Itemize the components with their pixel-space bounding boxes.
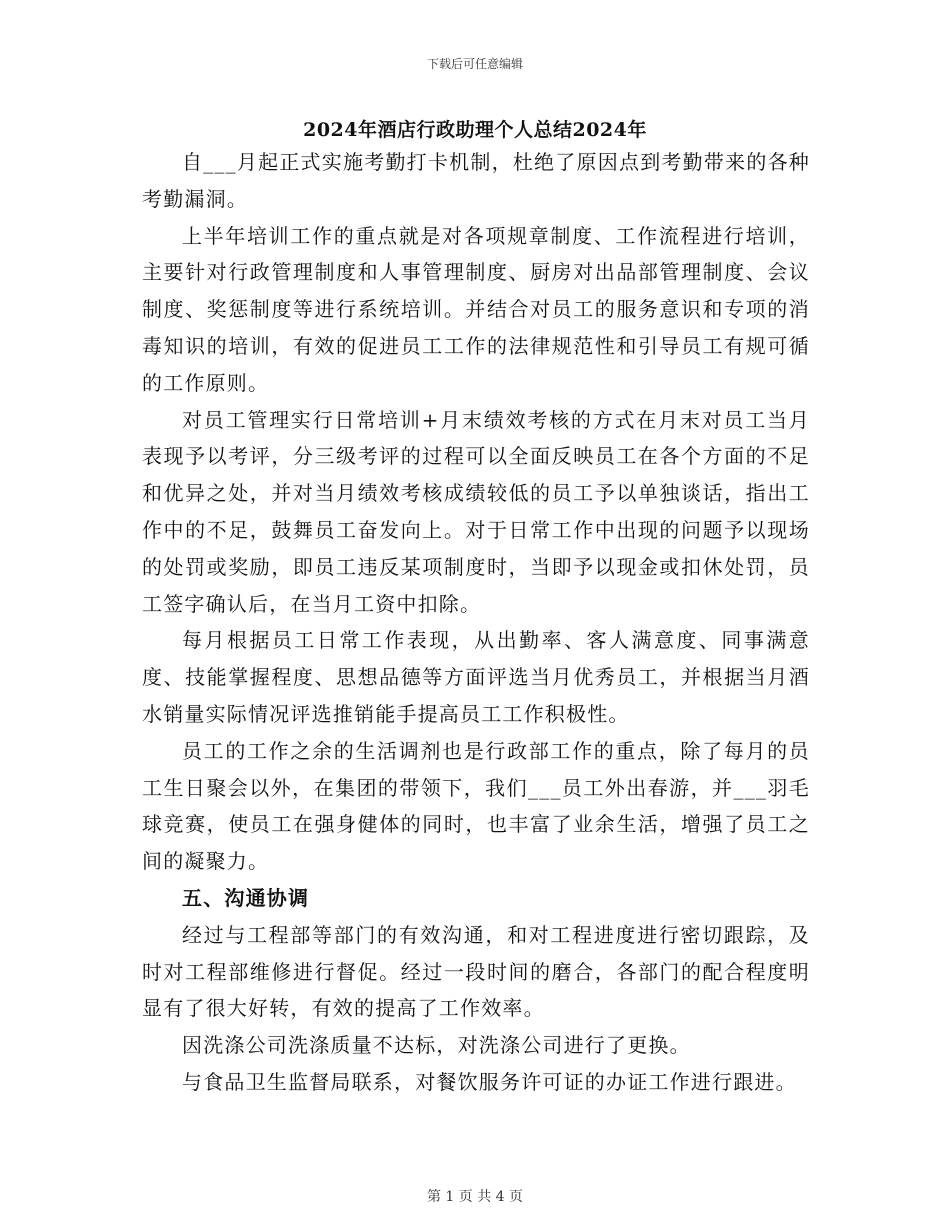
paragraph: 与食品卫生监督局联系，对餐饮服务许可证的办证工作进行跟进。 — [182, 1069, 797, 1094]
paragraph: 每月根据员工日常工作表现，从出勤率、客人满意度、同事满意度、技能掌握程度、思想品德等方面评选当月优秀员工，并根据当月酒水销量实际情况评选推销能手提高员工工作积极性。 — [142, 628, 810, 726]
paragraph: 上半年培训工作的重点就是对各项规章制度、工作流程进行培训，主要针对行政管理制度和人事管理制度、厨房对出品部管理制度、会议制度、奖惩制度等进行系统培训。并结合对员工的服务意识和专项的消毒知识的培训，有效的促进员工工作的法律规范性和引导员工有规可循的工作原则。 — [142, 223, 810, 395]
page-header: 下载后可任意编辑 — [426, 57, 523, 71]
paragraph: 因洗涤公司洗涤质量不达标，对洗涤公司进行了更换。 — [182, 1033, 691, 1058]
section-heading: 五、沟通协调 — [182, 885, 310, 910]
paragraph: 经过与工程部等部门的有效沟通，和对工程进度进行密切跟踪，及时对工程部维修进行督促。经过一段时间的磨合，各部门的配合程度明显有了很大好转，有效的提高了工作效率。 — [142, 922, 810, 1021]
page-footer: 第 1 页 共 4 页 — [426, 1189, 524, 1205]
paragraph: 自___月起正式实施考勤打卡机制，杜绝了原因点到考勤带来的各种考勤漏洞。 — [142, 150, 810, 211]
document-title: 2024年酒店行政助理个人总结2024年 — [303, 119, 647, 141]
paragraph: 员工的工作之余的生活调剂也是行政部工作的重点，除了每月的员工生日聚会以外，在集团的带领下，我们___员工外出春游，并___羽毛球竞赛，使员工在强身健体的同时，也丰富了业余生活，增强了员工之间的凝聚力。 — [142, 738, 810, 874]
paragraph: 对员工管理实行日常培训+月末绩效考核的方式在月末对员工当月表现予以考评，分三级考评的过程可以全面反映员工在各个方面的不足和优异之处，并对当月绩效考核成绩较低的员工予以单独谈话，指出工作中的不足，鼓舞员工奋发向上。对于日常工作中出现的问题予以现场的处罚或奖励，即员工违反某项制度时，当即予以现金或扣休处罚，员工签字确认后，在当月工资中扣除。 — [142, 407, 810, 616]
document-body — [142, 144, 810, 1101]
